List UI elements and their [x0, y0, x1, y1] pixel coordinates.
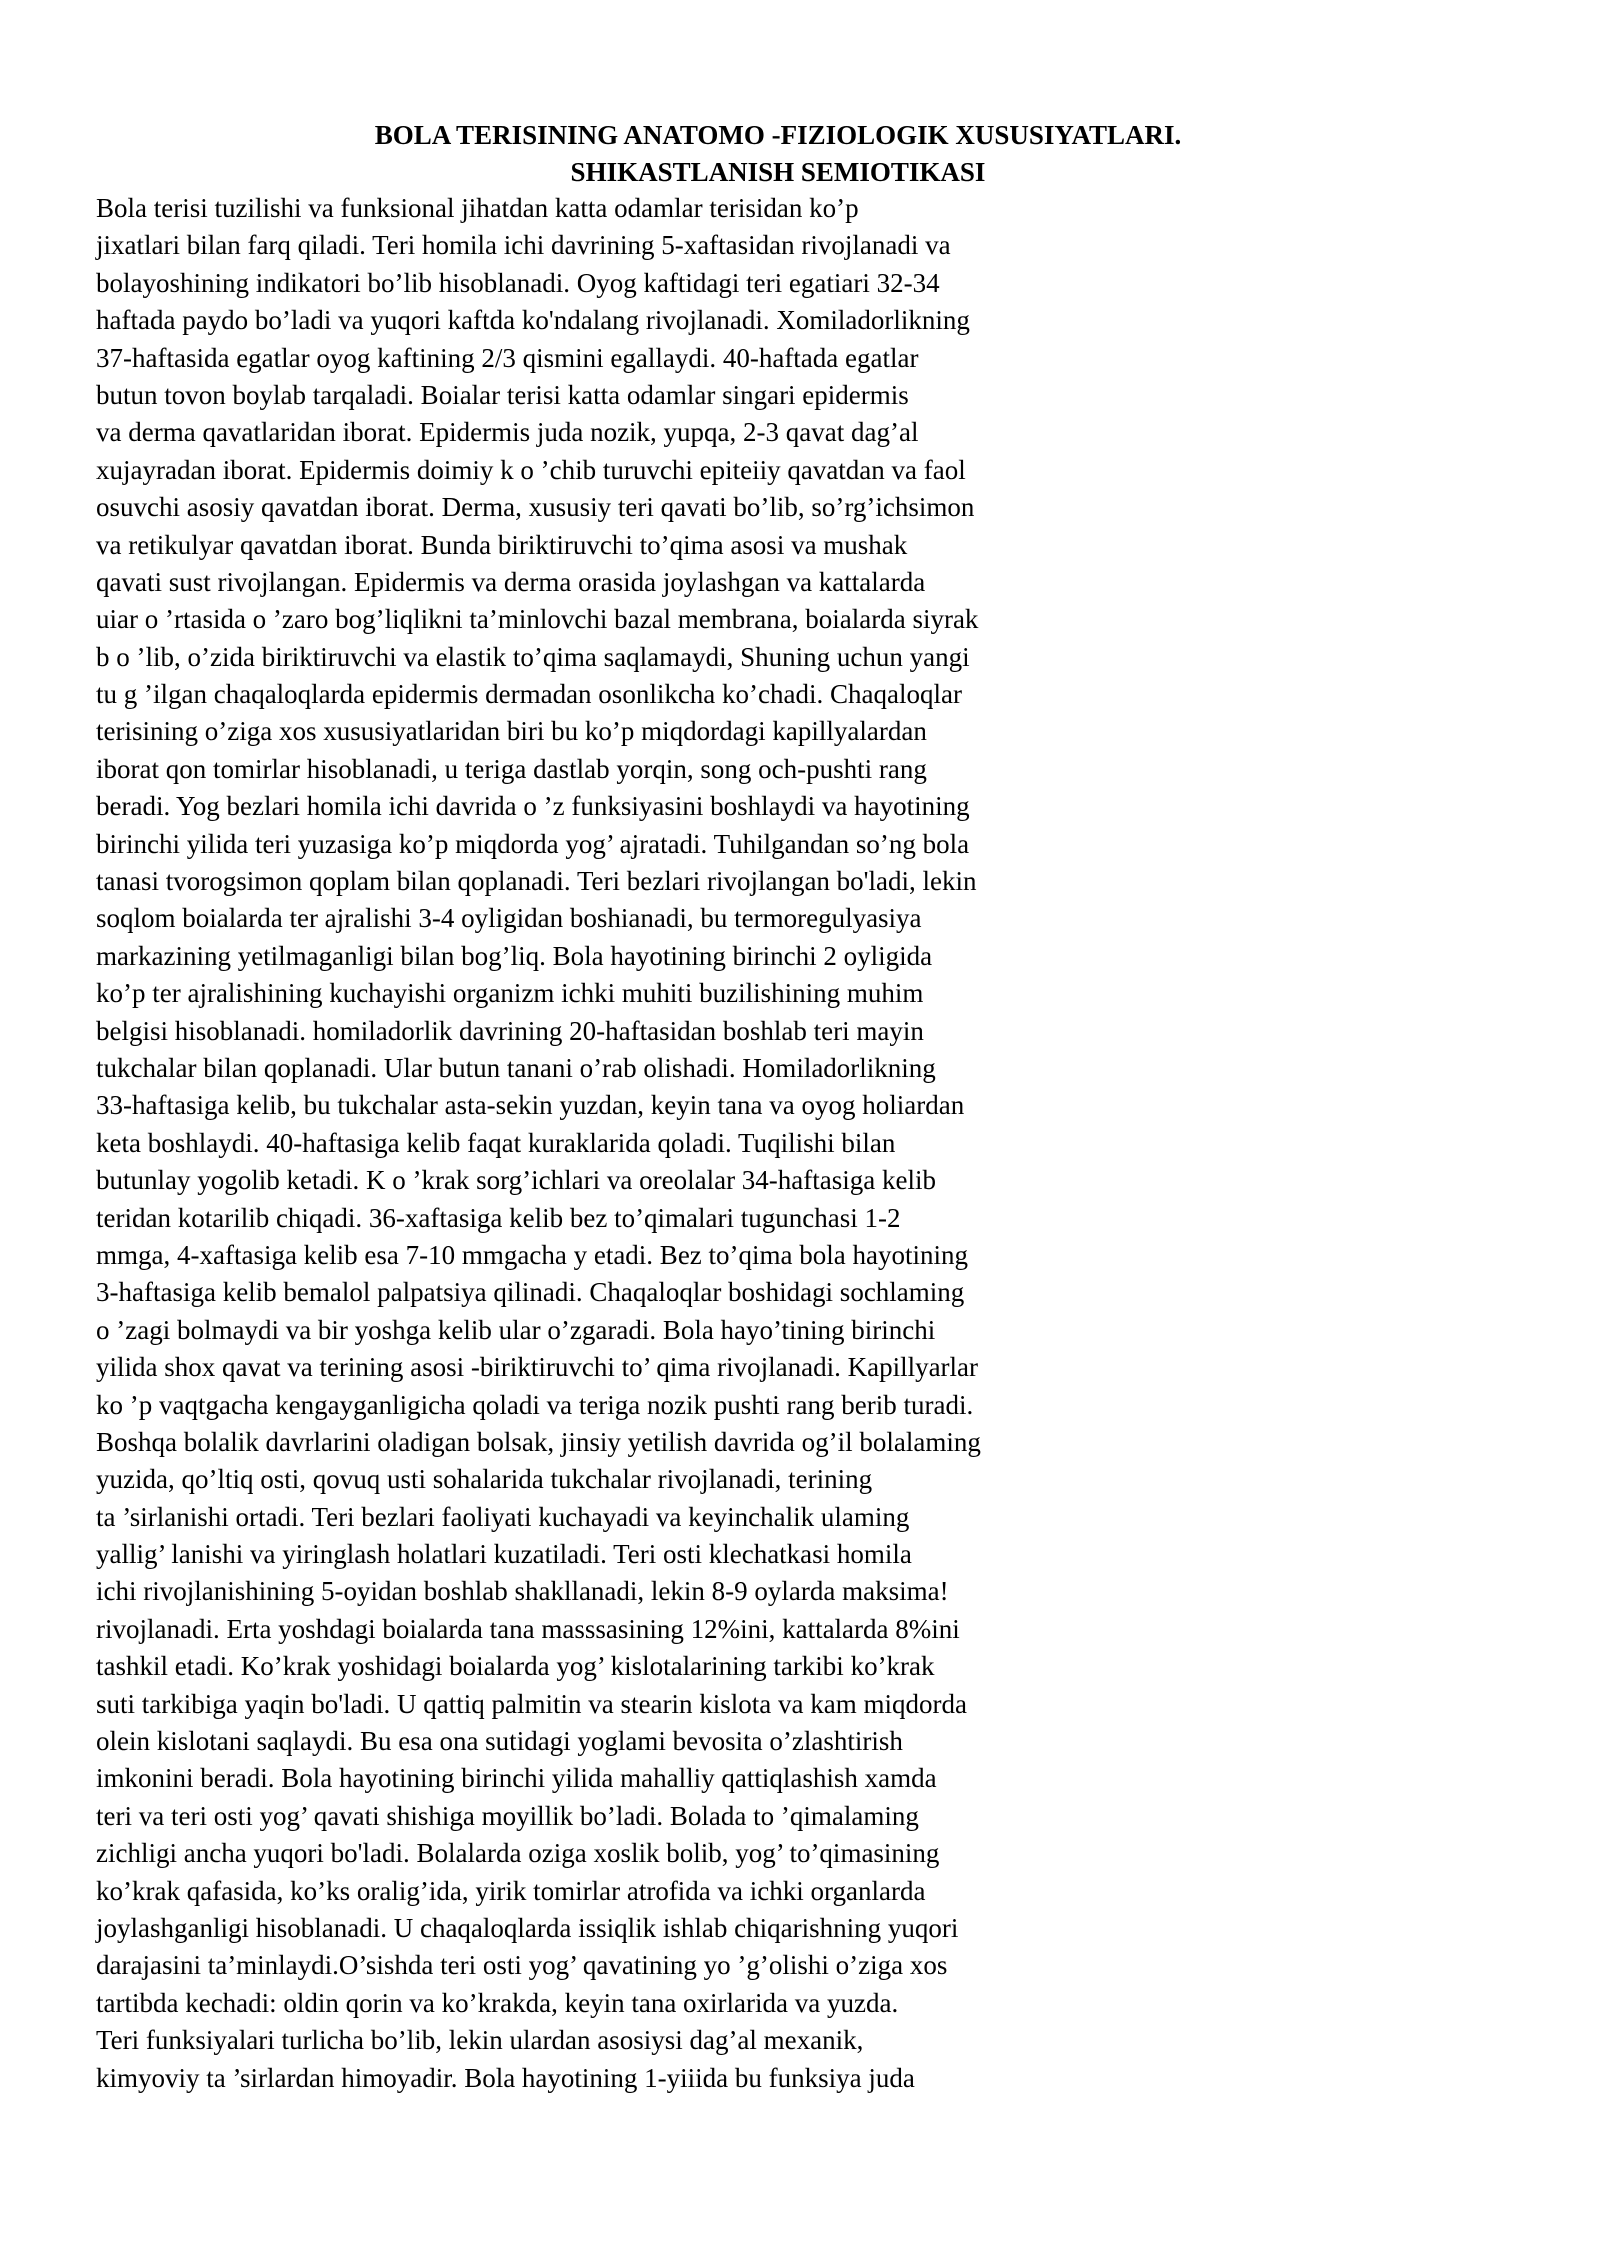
body-text-line: birinchi yilida teri yuzasiga ko’p miqdorda yog’ ajratadi. Tuhilgandan so’ng bola — [96, 828, 970, 859]
body-text-line: butunlay yogolib ketadi. K o ’krak sorg’ichlari va oreolalar 34-haftasiga kelib — [96, 1165, 936, 1196]
body-text-line: va retikulyar qavatdan iborat. Bunda biriktiruvchi to’qima asosi va mushak — [96, 529, 908, 560]
body-text-line: va derma qavatlaridan iborat. Epidermis juda nozik, yupqa, 2-3 qavat dag’al — [96, 417, 919, 448]
body-text-line: butun tovon boylab tarqaladi. Boialar terisi katta odamlar singari epidermis — [96, 379, 909, 410]
body-text-line: jixatlari bilan farq qiladi. Teri homila ichi davrining 5-xaftasidan rivojlanadi va — [96, 230, 951, 261]
body-text-line: zichligi ancha yuqori bo'ladi. Bolalarda oziga xoslik bolib, yog’ to’qimasining — [96, 1838, 940, 1869]
body-text-line: soqlom boialarda ter ajralishi 3-4 oyligidan boshianadi, bu termoregulyasiya — [96, 903, 922, 934]
body-text-line: rivojlanadi. Erta yoshdagi boialarda tana masssasining 12%ini, kattalarda 8%ini — [96, 1613, 960, 1644]
body-text-line: terisining o’ziga xos xususiyatlaridan biri bu ko’p miqdordagi kapillyalardan — [96, 716, 927, 747]
body-text-line: ko’p ter ajralishining kuchayishi organizm ichki muhiti buzilishining muhim — [96, 978, 924, 1009]
body-text-line: ichi rivojlanishining 5-oyidan boshlab shakllanadi, lekin 8-9 oylarda maksima! — [96, 1576, 949, 1607]
body-text-line: 33-haftasiga kelib, bu tukchalar asta-sekin yuzdan, keyin tana va oyog holiardan — [96, 1090, 965, 1121]
body-text-line: joylashganligi hisoblanadi. U chaqaloqlarda issiqlik ishlab chiqarishning yuqori — [96, 1912, 959, 1943]
body-text-line: b o ’lib, o’zida biriktiruvchi va elastik to’qima saqlamaydi, Shuning uchun yangi — [96, 641, 970, 672]
body-text-line: Bola terisi tuzilishi va funksional jihatdan katta odamlar terisidan ko’p — [96, 193, 859, 223]
body-text-line: iborat qon tomirlar hisoblanadi, u teriga dastlab yorqin, song och-pushti rang — [96, 753, 927, 784]
body-text-line: belgisi hisoblanadi. homiladorlik davrining 20-haftasidan boshlab teri mayin — [96, 1015, 924, 1046]
body-text-line: tartibda kechadi: oldin qorin va ko’krakda, keyin tana oxirlarida va yuzda. — [96, 1987, 899, 2018]
body-text-line: suti tarkibiga yaqin bo'ladi. U qattiq palmitin va stearin kislota va kam miqdorda — [96, 1688, 967, 1719]
body-text-line: tu g ’ilgan chaqaloqlarda epidermis dermadan osonlikcha ko’chadi. Chaqaloqlar — [96, 679, 962, 710]
body-text-line: teridan kotarilib chiqadi. 36-xaftasiga kelib bez to’qimalari tugunchasi 1-2 — [96, 1202, 901, 1233]
body-text-line: tashkil etadi. Ko’krak yoshidagi boialarda yog’ kislotalarining tarkibi ko’krak — [96, 1651, 935, 1682]
body-text-line: yuzida, qo’ltiq osti, qovuq usti sohalarida tukchalar rivojlanadi, terining — [96, 1464, 873, 1495]
body-text-line: markazining yetilmaganligi bilan bog’liq. Bola hayotining birinchi 2 oyligida — [96, 940, 933, 971]
body-text-line: kimyoviy ta ’sirlardan himoyadir. Bola hayotining 1-yiiida bu funksiya juda — [96, 2062, 915, 2093]
body-text-line: qavati sust rivojlangan. Epidermis va derma orasida joylashgan va kattalarda — [96, 566, 926, 597]
body-text-line: ta ’sirlanishi ortadi. Teri bezlari faoliyati kuchayadi va keyinchalik ulaming — [96, 1501, 910, 1532]
body-text-line: ko’krak qafasida, ko’ks oralig’ida, yirik tomirlar atrofida va ichki organlarda — [96, 1875, 926, 1906]
body-text-line: yallig’ lanishi va yiringlash holatlari kuzatiladi. Teri osti klechatkasi homila — [96, 1539, 912, 1570]
body-text-line: ko ’p vaqtgacha kengayganligicha qoladi va teriga nozik pushti rang berib turadi. — [96, 1389, 974, 1420]
body-text-line: darajasini ta’minlaydi.O’sishda teri osti yog’ qavatining yo ’g’olishi o’ziga xos — [96, 1950, 948, 1981]
document-title-line-1: BOLA TERISINING ANATOMO -FIZIOLOGIK XUSUSIYATLARI. — [374, 120, 1182, 150]
body-text-line: mmga, 4-xaftasiga kelib esa 7-10 mmgacha y etadi. Bez to’qima bola hayotining — [96, 1239, 968, 1270]
body-text-line: haftada paydo bo’ladi va yuqori kaftda ko'ndalang rivojlanadi. Xomiladorlikning — [96, 305, 970, 336]
body-text-line: o ’zagi bolmaydi va bir yoshga kelib ular o’zgaradi. Bola hayo’tining birinchi — [96, 1314, 936, 1345]
body-text-line: tanasi tvorogsimon qoplam bilan qoplanadi. Teri bezlari rivojlangan bo'ladi, lekin — [96, 866, 977, 897]
body-text-line: 37-haftasida egatlar oyog kaftining 2/3 qismini egallaydi. 40-haftada egatlar — [96, 342, 919, 373]
body-text-line: bolayoshining indikatori bo’lib hisoblanadi. Oyog kaftidagi teri egatiari 32-34 — [96, 267, 940, 298]
body-text-line: imkonini beradi. Bola hayotining birinchi yilida mahalliy qattiqlashish xamda — [96, 1763, 937, 1794]
body-text-line: beradi. Yog bezlari homila ichi davrida o ’z funksiyasini boshlaydi va hayotining — [96, 791, 970, 822]
body-text-line: xujayradan iborat. Epidermis doimiy k o ’chib turuvchi epiteiiy qavatdan va faol — [96, 454, 966, 485]
body-text-line: 3-haftasiga kelib bemalol palpatsiya qilinadi. Chaqaloqlar boshidagi sochlaming — [96, 1277, 965, 1308]
body-text-line: Boshqa bolalik davrlarini oladigan bolsak, jinsiy yetilish davrida og’il bolalaming — [96, 1426, 981, 1457]
body-text-line: olein kislotani saqlaydi. Bu esa ona sutidagi yoglami bevosita o’zlashtirish — [96, 1726, 903, 1757]
body-text-line: osuvchi asosiy qavatdan iborat. Derma, xususiy teri qavati bo’lib, so’rg’ichsimon — [96, 492, 975, 523]
body-text-line: tukchalar bilan qoplanadi. Ular butun tanani o’rab olishadi. Homiladorlikning — [96, 1052, 936, 1083]
document-title-line-2: SHIKASTLANISH SEMIOTIKASI — [570, 157, 986, 187]
body-text-line: keta boshlaydi. 40-haftasiga kelib faqat kuraklarida qoladi. Tuqilishi bilan — [96, 1127, 896, 1158]
body-text-line: yilida shox qavat va terining asosi -biriktiruvchi to’ qima rivojlanadi. Kapillyarlar — [96, 1352, 979, 1383]
document-body — [96, 190, 1346, 2097]
body-text-line: uiar o ’rtasida o ’zaro bog’liqlikni ta’minlovchi bazal membrana, boialarda siyrak — [96, 604, 979, 635]
body-text-line: Teri funksiyalari turlicha bo’lib, lekin ulardan asosiysi dag’al mexanik, — [96, 2025, 864, 2056]
body-text-line: teri va teri osti yog’ qavati shishiga moyillik bo’ladi. Bolada to ’qimalaming — [96, 1800, 919, 1831]
